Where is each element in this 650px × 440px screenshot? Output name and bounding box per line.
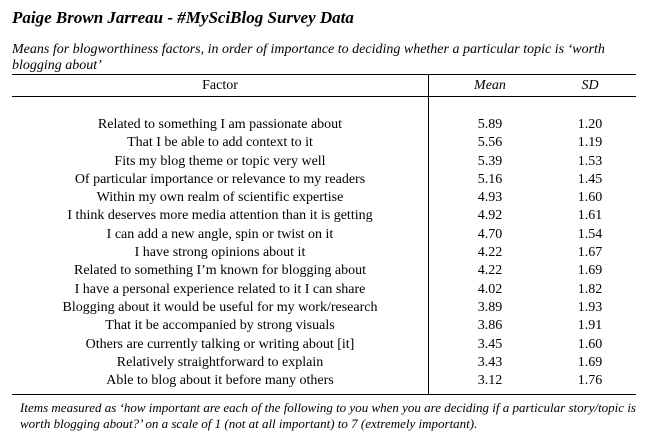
table-row — [12, 207, 636, 225]
table-row — [12, 226, 636, 244]
mean-cell: 4.22 — [477, 263, 503, 279]
sd-cell: 1.69 — [577, 354, 603, 370]
table-row — [12, 281, 636, 299]
sd-cell: 1.60 — [577, 190, 603, 206]
table-row — [12, 262, 636, 280]
table-row — [12, 244, 636, 262]
mean-cell: 5.89 — [477, 117, 503, 132]
mean-cell: 4.02 — [477, 281, 503, 297]
mean-cell: 3.89 — [477, 299, 503, 315]
sd-cell: 1.20 — [577, 117, 603, 132]
sd-cell: 1.76 — [577, 373, 603, 389]
mean-cell: 4.70 — [477, 226, 503, 242]
mean-cell: 3.45 — [477, 336, 503, 352]
mean-cell: 3.86 — [477, 318, 503, 334]
mean-cell: 5.16 — [477, 171, 503, 187]
table-row — [12, 336, 636, 354]
factor-cell: Fits my blog theme or topic very well — [114, 153, 326, 169]
sd-cell: 1.93 — [577, 299, 603, 315]
table-row — [12, 171, 636, 189]
mean-cell: 3.43 — [477, 354, 503, 370]
mean-cell: 5.56 — [477, 135, 503, 151]
table-row — [12, 299, 636, 317]
factor-cell: Related to something I’m known for blogging about — [73, 263, 366, 279]
sd-cell: 1.53 — [577, 153, 603, 169]
column-header-mean: Mean — [474, 78, 506, 93]
table-top-rule — [12, 74, 636, 75]
factor-cell: Relatively straightforward to explain — [116, 354, 324, 370]
table-row — [12, 189, 636, 207]
mean-cell: 4.93 — [477, 190, 503, 206]
sd-cell: 1.60 — [577, 336, 603, 352]
mean-cell: 4.92 — [477, 208, 503, 224]
factor-cell: I think deserves more media attention than it is getting — [67, 208, 373, 224]
sd-cell: 1.91 — [577, 318, 603, 334]
mean-cell: 4.22 — [477, 245, 503, 261]
factor-cell: Able to blog about it before many others — [106, 373, 334, 389]
table-row — [12, 317, 636, 335]
page-title: Paige Brown Jarreau - #MySciBlog Survey Data — [12, 8, 354, 27]
column-header-sd: SD — [581, 78, 599, 93]
sd-cell: 1.82 — [577, 281, 603, 297]
mean-cell: 5.39 — [477, 153, 503, 169]
sd-cell: 1.67 — [577, 245, 603, 261]
factor-cell: That I be able to add context to it — [127, 135, 313, 151]
table-footnote: Items measured as ‘how important are each of the following to you when you are deciding if a particular story/topic is worth blogging about?’ on a scale of 1 (not at all important) to 7 (extremely important). — [20, 400, 636, 431]
table-row — [12, 354, 636, 372]
table-row — [12, 116, 636, 134]
sd-cell: 1.45 — [577, 171, 603, 187]
sd-cell: 1.69 — [577, 263, 603, 279]
table-row — [12, 372, 636, 390]
factor-cell: I have a personal experience related to it I can share — [74, 281, 366, 297]
factor-cell: Blogging about it would be useful for my work/research — [62, 299, 378, 315]
factor-cell: I have strong opinions about it — [134, 245, 306, 261]
sd-cell: 1.54 — [577, 226, 603, 242]
table-body — [12, 116, 636, 390]
table-caption: Means for blogworthiness factors, in order of importance to deciding whether a particular topic is ‘worth blogging about’ — [12, 42, 605, 73]
sd-cell: 1.61 — [577, 208, 603, 224]
column-header-factor: Factor — [202, 78, 238, 93]
factor-cell: Related to something I am passionate about — [97, 117, 343, 132]
sd-cell: 1.19 — [577, 135, 603, 151]
factor-cell: That it be accompanied by strong visuals — [105, 318, 335, 334]
factor-cell: I can add a new angle, spin or twist on it — [106, 226, 334, 242]
table-row — [12, 134, 636, 152]
table-header-rule — [12, 96, 636, 97]
mean-cell: 3.12 — [477, 373, 503, 389]
factor-cell: Of particular importance or relevance to my readers — [74, 171, 366, 187]
table-bottom-rule — [12, 394, 636, 395]
table-row — [12, 153, 636, 171]
factor-cell: Within my own realm of scientific expertise — [96, 190, 344, 206]
factor-cell: Others are currently talking or writing about [it] — [85, 336, 355, 352]
